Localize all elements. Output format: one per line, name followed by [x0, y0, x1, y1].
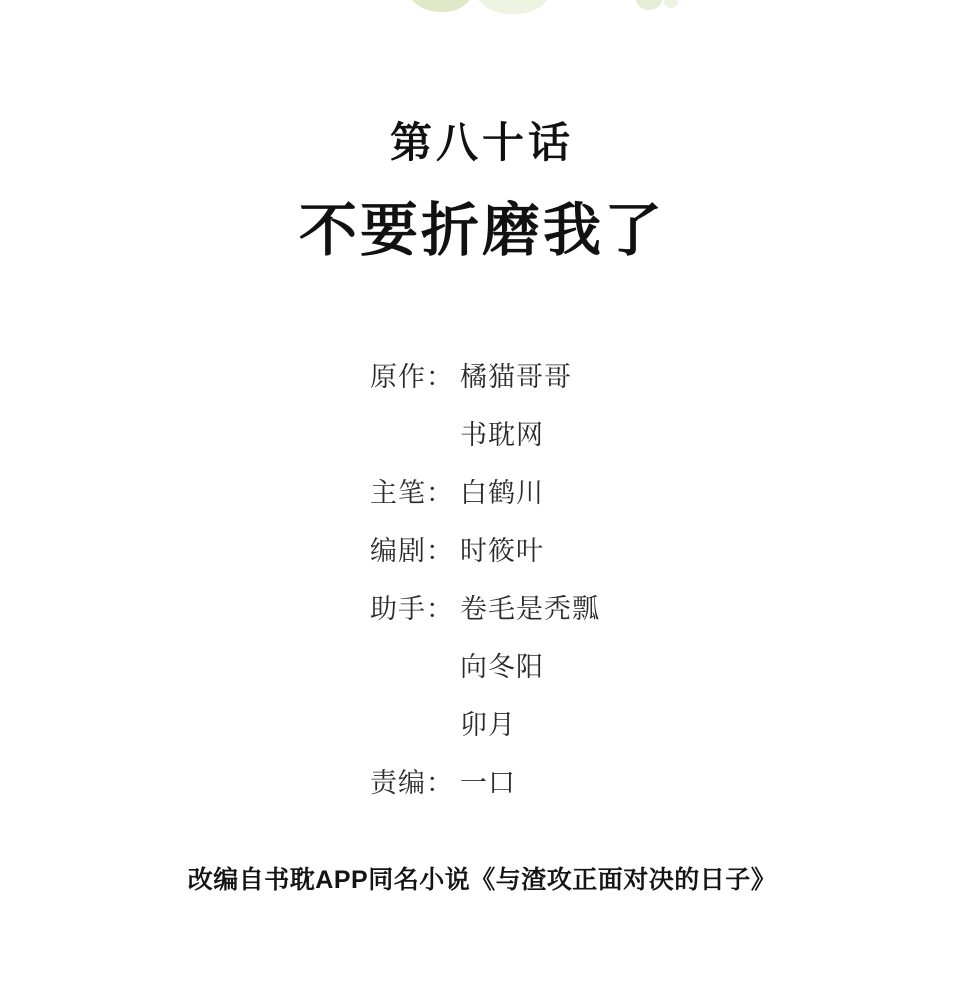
credits-list: [0, 348, 964, 812]
credit-row: [0, 754, 964, 812]
credit-row: [0, 580, 964, 638]
credit-row: [0, 464, 964, 522]
credit-row: [0, 638, 964, 696]
top-decoration: [0, 0, 964, 40]
credit-value: 时筱叶: [460, 536, 544, 566]
credit-value: 卷毛是秃瓢: [460, 594, 600, 624]
credit-label: 原作：: [370, 362, 454, 392]
page-title: 不要折磨我了: [298, 198, 665, 263]
credit-value: 一口: [460, 768, 516, 798]
credit-value: 书耽网: [460, 420, 544, 450]
credit-value: 向冬阳: [460, 652, 544, 682]
source-note: 改编自书耽APP同名小说《与渣攻正面对决的日子》: [187, 866, 777, 894]
dot-shape-icon: [664, 0, 678, 8]
credit-row: [0, 406, 964, 464]
credit-label: 编剧：: [370, 536, 454, 566]
credit-row: [0, 522, 964, 580]
leaf-shape-icon: [404, 0, 474, 12]
credit-value: 卯月: [460, 710, 516, 740]
chapter-number: 第八十话: [389, 119, 574, 166]
credit-value: 白鹤川: [460, 478, 544, 508]
credit-label: 责编：: [370, 768, 454, 798]
credit-value: 橘猫哥哥: [460, 362, 572, 392]
credit-row: [0, 696, 964, 754]
dot-shape-icon: [636, 0, 662, 10]
leaf-shape-icon: [474, 0, 552, 14]
credit-label: 主笔：: [370, 478, 454, 508]
credit-label: 助手：: [370, 594, 454, 624]
credit-row: [0, 348, 964, 406]
